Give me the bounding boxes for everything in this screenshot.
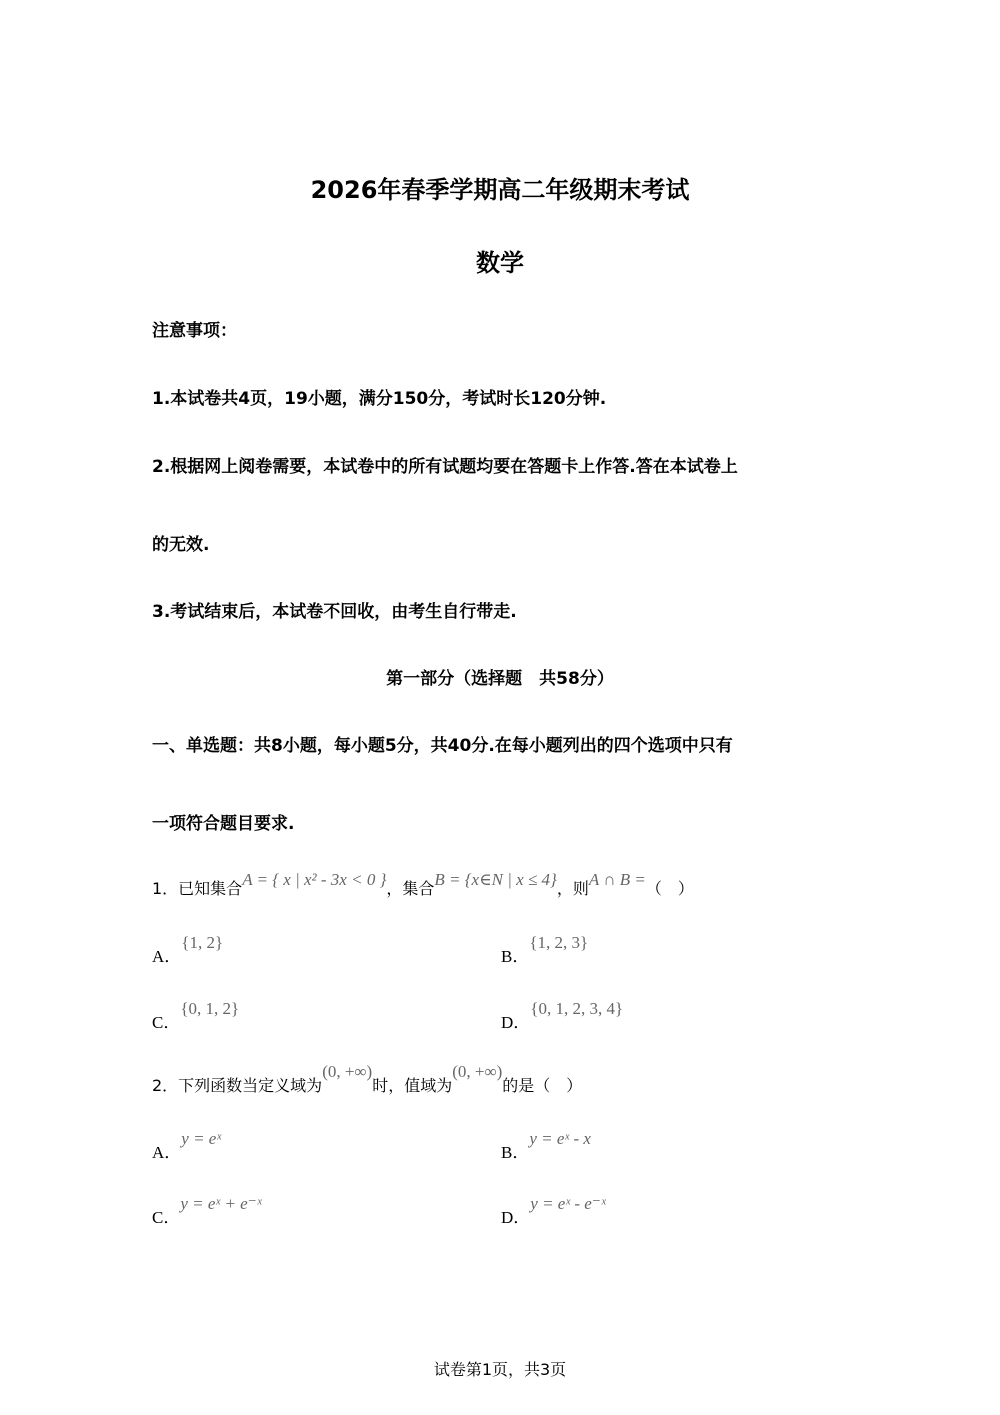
question-1-math-intersection: A ∩ B = xyxy=(588,870,646,889)
question-1-text-mid2: ，则 xyxy=(556,879,589,898)
section-heading-line-1: 一、单选题：共8小题，每小题5分，共40分.在每小题列出的四个选项中只有 xyxy=(152,736,733,756)
part-heading: 第一部分（选择题 共58分） xyxy=(386,669,614,689)
question-2-text-post: 的是（ ） xyxy=(502,1076,583,1095)
question-2-stem xyxy=(152,1062,583,1096)
option-value: y = eˣ xyxy=(181,1129,222,1148)
note-item-1: 1.本试卷共4页，19小题，满分150分，考试时长120分钟. xyxy=(152,389,607,409)
question-2-option-d[interactable] xyxy=(501,1194,606,1228)
question-1-math-set-a: A = { x | x² - 3x < 0 } xyxy=(242,870,387,889)
option-value: y = eˣ + e⁻ˣ xyxy=(180,1194,262,1213)
question-1-text-post: （ ） xyxy=(645,879,694,898)
option-label: C． xyxy=(152,1013,181,1032)
note-item-3: 3.考试结束后，本试卷不回收，由考生自行带走. xyxy=(152,602,517,622)
option-label: A． xyxy=(152,1143,182,1162)
question-1-math-set-b: B = {x∈N | x ≤ 4} xyxy=(434,870,557,889)
page-footer: 试卷第1页，共3页 xyxy=(433,1360,567,1379)
question-2-text-pre: 2．下列函数当定义域为 xyxy=(152,1076,323,1095)
section-heading-line-2: 一项符合题目要求. xyxy=(152,814,295,834)
note-item-2-line-2: 的无效. xyxy=(152,535,210,555)
question-1-text-pre: 1．已知集合 xyxy=(152,879,243,898)
option-value: {0, 1, 2, 3, 4} xyxy=(530,999,624,1018)
option-label: B． xyxy=(501,947,530,966)
option-label: D． xyxy=(501,1208,531,1227)
note-item-2-line-1: 2.根据网上阅卷需要，本试卷中的所有试题均要在答题卡上作答.答在本试卷上 xyxy=(152,457,738,477)
question-1-option-d[interactable] xyxy=(501,999,624,1033)
question-2-option-c[interactable] xyxy=(152,1194,262,1228)
question-1-text-mid: ，集合 xyxy=(386,879,435,898)
option-label: D． xyxy=(501,1013,531,1032)
option-value: y = eˣ - x xyxy=(529,1129,591,1148)
option-value: {1, 2} xyxy=(181,933,224,952)
option-label: C． xyxy=(152,1208,181,1227)
question-2-option-a[interactable] xyxy=(152,1129,222,1163)
question-2-math-range: (0, +∞) xyxy=(452,1062,503,1081)
option-value: {1, 2, 3} xyxy=(529,933,589,952)
question-1-stem xyxy=(152,870,694,899)
question-2-option-b[interactable] xyxy=(501,1129,591,1163)
option-value: y = eˣ - e⁻ˣ xyxy=(530,1194,606,1213)
question-1-option-a[interactable] xyxy=(152,933,224,967)
subject-title: 数学 xyxy=(476,249,524,277)
question-2-text-mid: 时，值域为 xyxy=(372,1076,453,1095)
question-1-option-b[interactable] xyxy=(501,933,589,967)
option-label: B． xyxy=(501,1143,530,1162)
question-2-math-domain: (0, +∞) xyxy=(322,1062,373,1081)
option-value: {0, 1, 2} xyxy=(180,999,240,1018)
question-1-option-c[interactable] xyxy=(152,999,240,1033)
option-label: A． xyxy=(152,947,182,966)
exam-title: 2026年春季学期高二年级期末考试 xyxy=(310,176,690,204)
notes-heading: 注意事项： xyxy=(152,321,237,341)
